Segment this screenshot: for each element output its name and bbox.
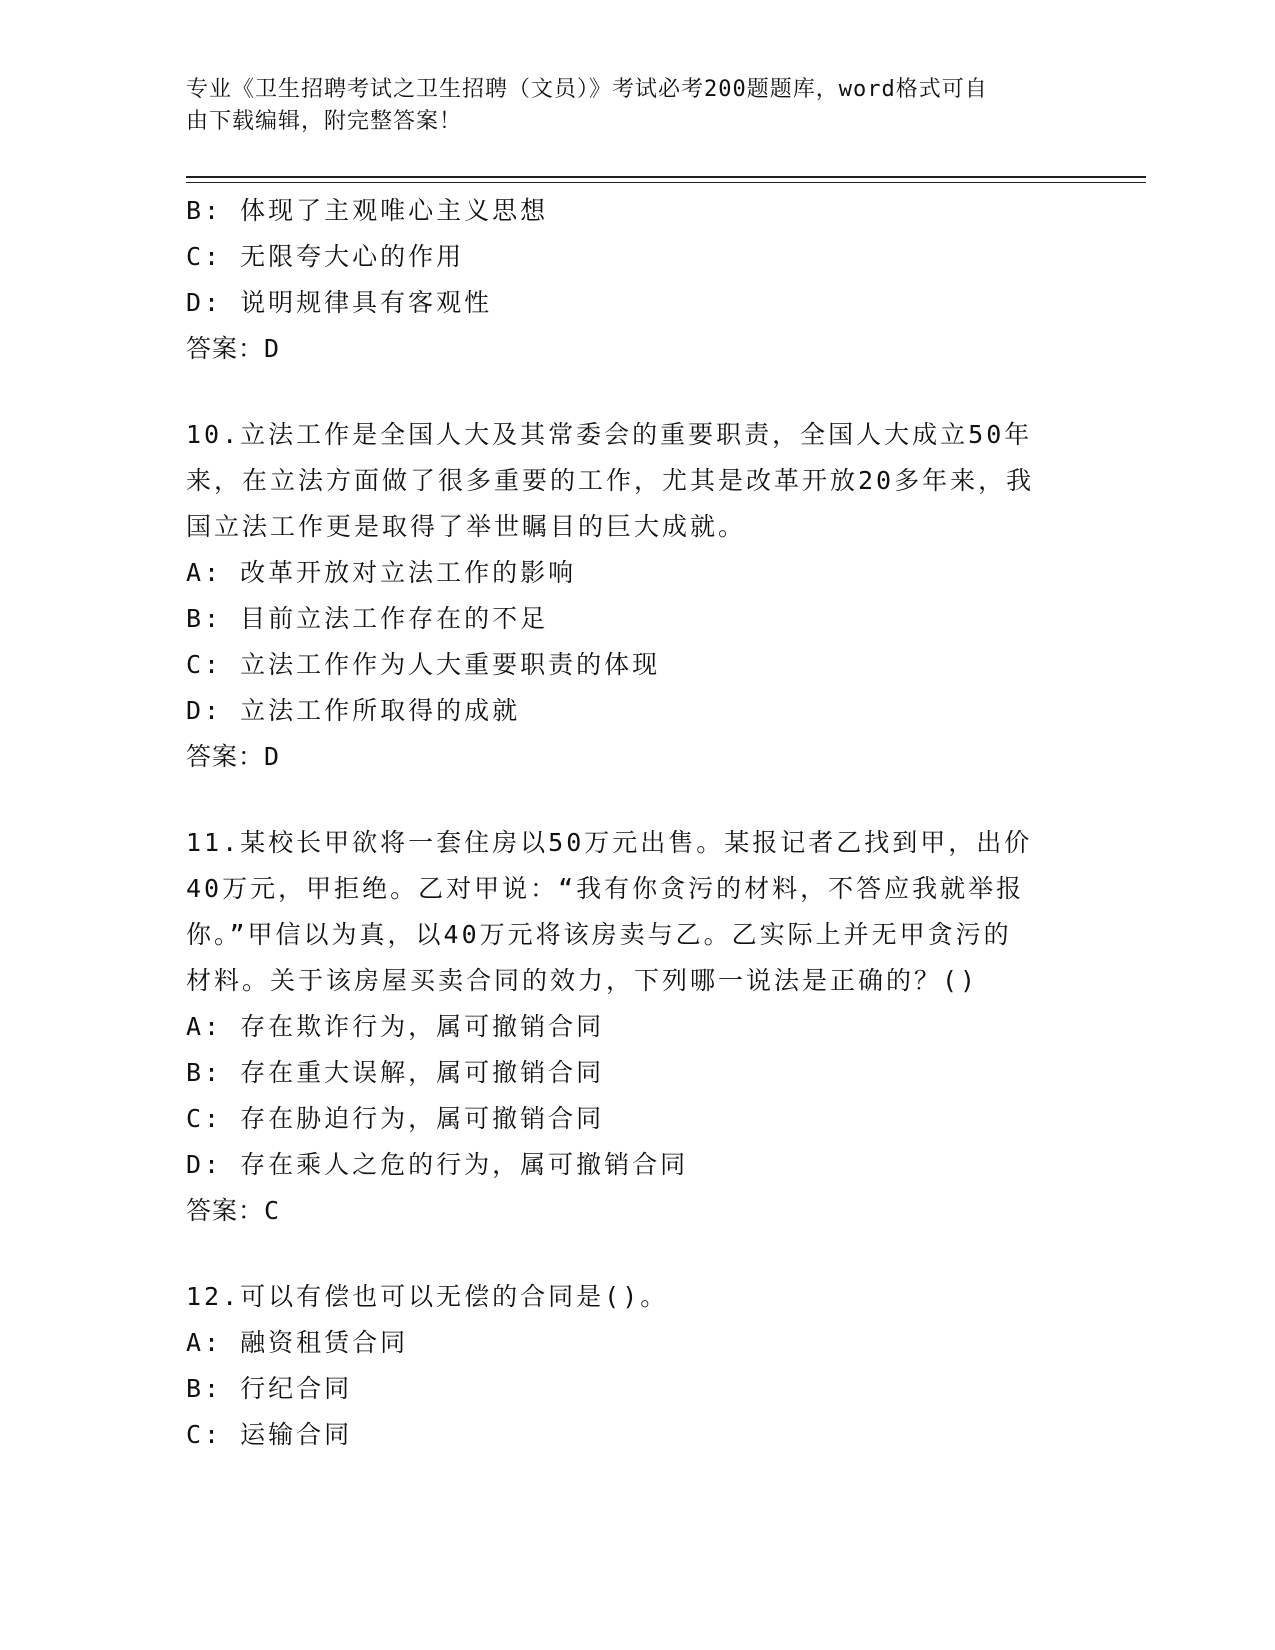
question-text-line: 材料。关于该房屋买卖合同的效力，下列哪一说法是正确的？() [186,966,979,995]
answer: 答案：D [186,742,281,771]
option-b: B: 存在重大误解，属可撤销合同 [186,1058,605,1087]
option-a: A: 融资租赁合同 [186,1328,409,1357]
question-text-line: 11.某校长甲欲将一套住房以50万元出售。某报记者乙找到甲，出价 [186,828,1033,857]
question-text-line: 40万元，甲拒绝。乙对甲说：“我有你贪污的材料，不答应我就举报 [186,874,1025,903]
option-d: D: 存在乘人之危的行为，属可撤销合同 [186,1150,689,1179]
spacer [186,372,1086,412]
option-b: B: 体现了主观唯心主义思想 [186,196,549,225]
header-rule [186,176,1146,178]
option-d: D: 立法工作所取得的成就 [186,696,521,725]
option-d: D: 说明规律具有客观性 [186,288,493,317]
question-10 [186,412,1086,780]
option-b: B: 行纪合同 [186,1374,353,1403]
question-9-continued [186,188,1086,372]
spacer [186,780,1086,820]
question-text-line: 来，在立法方面做了很多重要的工作，尤其是改革开放20多年来，我 [186,466,1035,495]
option-b: B: 目前立法工作存在的不足 [186,604,549,633]
answer: 答案：D [186,334,281,363]
question-text-line: 10.立法工作是全国人大及其常委会的重要职责，全国人大成立50年 [186,420,1033,449]
document-body [186,188,1086,1458]
option-a: A: 改革开放对立法工作的影响 [186,558,577,587]
header-rule-secondary [186,182,1146,183]
option-c: C: 无限夸大心的作用 [186,242,465,271]
spacer [186,1234,1086,1274]
question-text-line: 国立法工作更是取得了举世瞩目的巨大成就。 [186,512,747,541]
header-line-1: 专业《卫生招聘考试之卫生招聘（文员）》考试必考200题题库，word格式可自 [186,77,988,102]
document-header [186,74,1086,138]
option-c: C: 存在胁迫行为，属可撤销合同 [186,1104,605,1133]
header-line-2: 由下载编辑，附完整答案！ [186,109,463,134]
answer: 答案：C [186,1196,281,1225]
question-text-line: 12.可以有偿也可以无偿的合同是()。 [186,1282,669,1311]
question-text-line: 你。”甲信以为真，以40万元将该房卖与乙。乙实际上并无甲贪污的 [186,920,1012,949]
option-c: C: 立法工作作为人大重要职责的体现 [186,650,661,679]
option-c: C: 运输合同 [186,1420,353,1449]
question-12 [186,1274,1086,1458]
option-a: A: 存在欺诈行为，属可撤销合同 [186,1012,605,1041]
question-11 [186,820,1086,1234]
